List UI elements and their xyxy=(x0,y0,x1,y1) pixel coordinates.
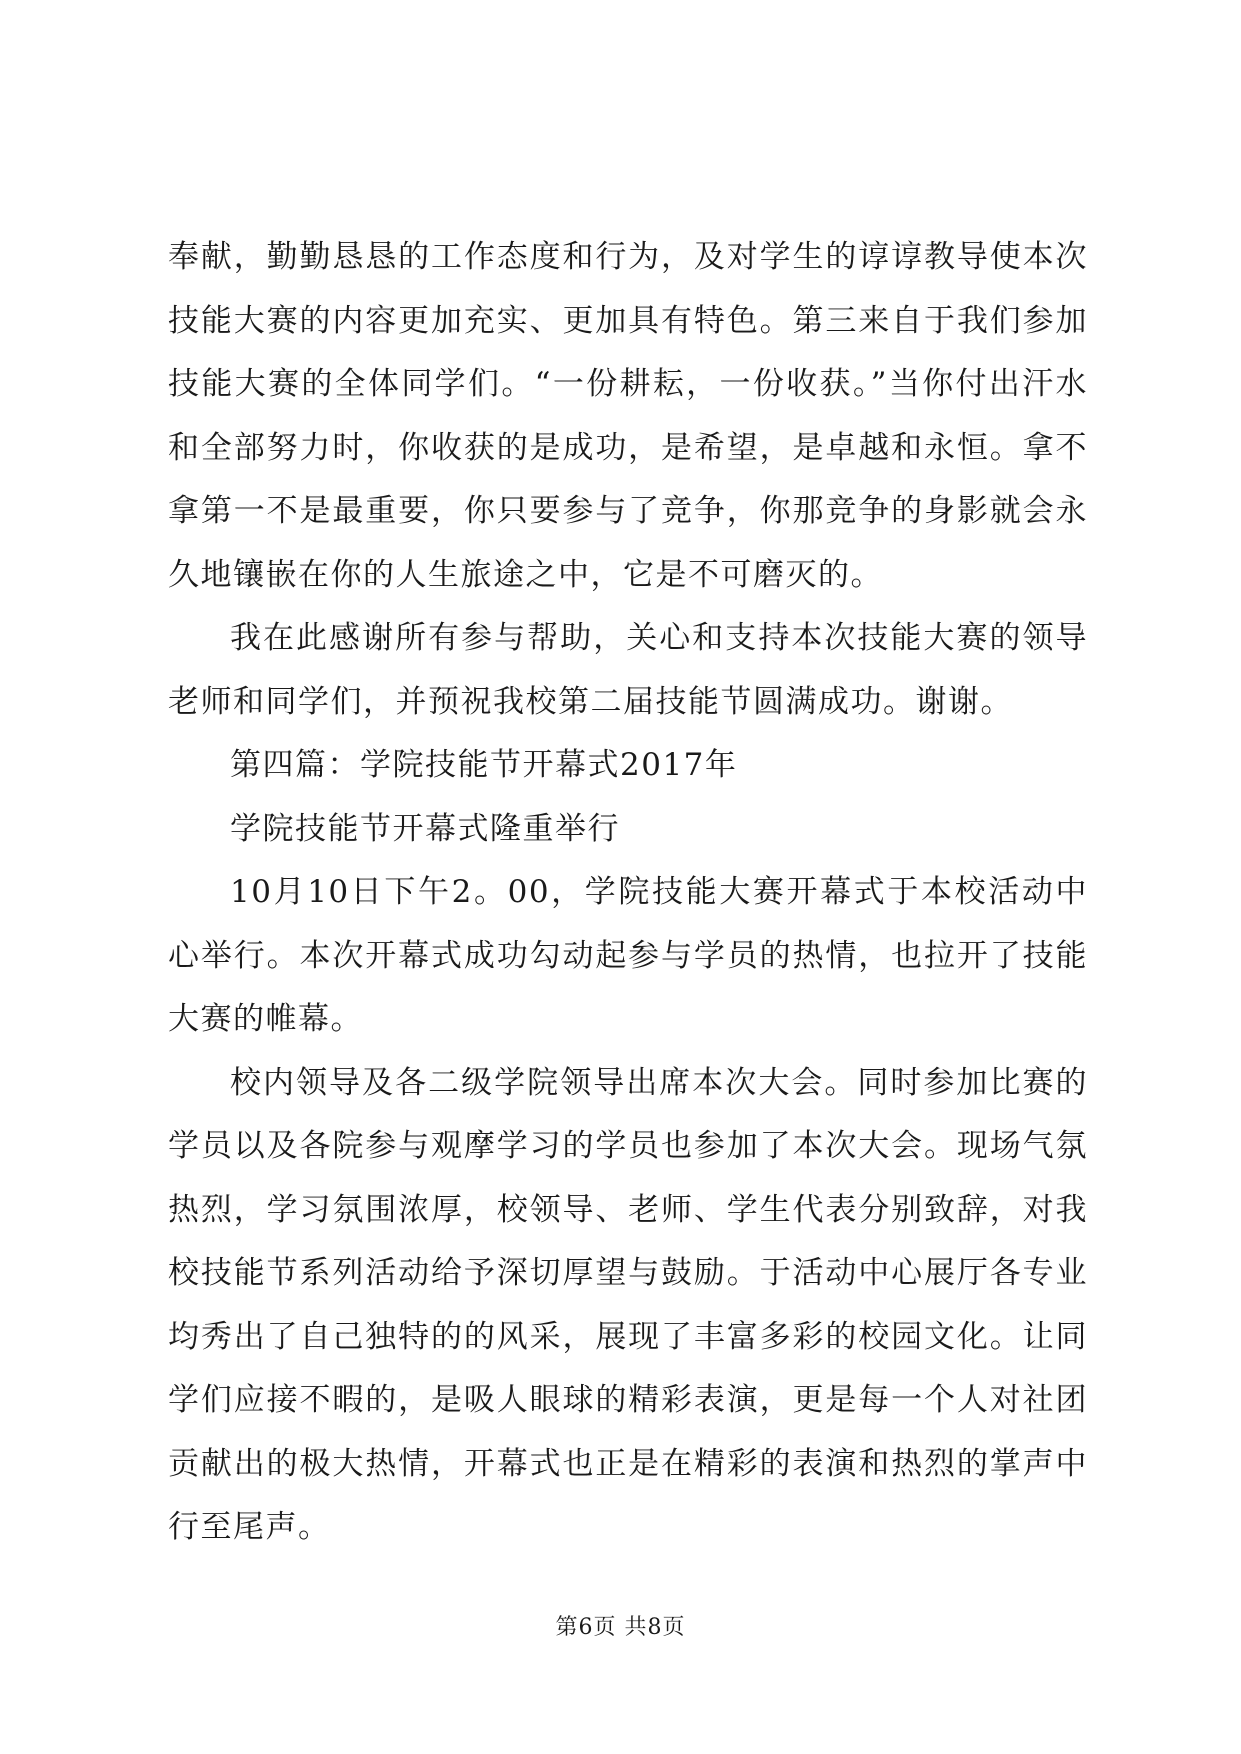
article-title: 学院技能节开幕式隆重举行 xyxy=(230,810,620,847)
document-body xyxy=(168,226,1088,1560)
paragraph: 校内领导及各二级学院领导出席本次大会。同时参加比赛的学员以及各院参与观摩学习的学员也参加了本次大会。现场气氛热烈，学习氛围浓厚，校领导、老师、学生代表分别致辞，对我校技能节系列活动给予深切厚望与鼓励。于活动中心展厅各专业均秀出了自己独特的的风采，展现了丰富多彩的校园文化。让同学们应接不暇的，是吸人眼球的精彩表演，更是每一个人对社团贡献出的极大热情，开幕式也正是在精彩的表演和热烈的掌声中行至尾声。 xyxy=(168,1064,1088,1545)
page-footer: 第6页 共8页 xyxy=(555,1615,686,1640)
paragraph: 奉献，勤勤恳恳的工作态度和行为，及对学生的谆谆教导使本次技能大赛的内容更加充实、更加具有特色。第三来自于我们参加技能大赛的全体同学们。“一份耕耘，一份收获。”当你付出汗水和全部努力时，你收获的是成功，是希望，是卓越和永恒。拿不拿第一不是最重要，你只要参与了竞争，你那竞争的身影就会永久地镶嵌在你的人生旅途之中，它是不可磨灭的。 xyxy=(168,239,1088,593)
paragraph: 10月10日下午2。00，学院技能大赛开幕式于本校活动中心举行。本次开幕式成功勾动起参与学员的热情，也拉开了技能大赛的帷幕。 xyxy=(168,874,1088,1037)
section-heading: 第四篇：学院技能节开幕式2017年 xyxy=(230,747,738,783)
paragraph: 我在此感谢所有参与帮助，关心和支持本次技能大赛的领导老师和同学们，并预祝我校第二届技能节圆满成功。谢谢。 xyxy=(168,620,1088,720)
